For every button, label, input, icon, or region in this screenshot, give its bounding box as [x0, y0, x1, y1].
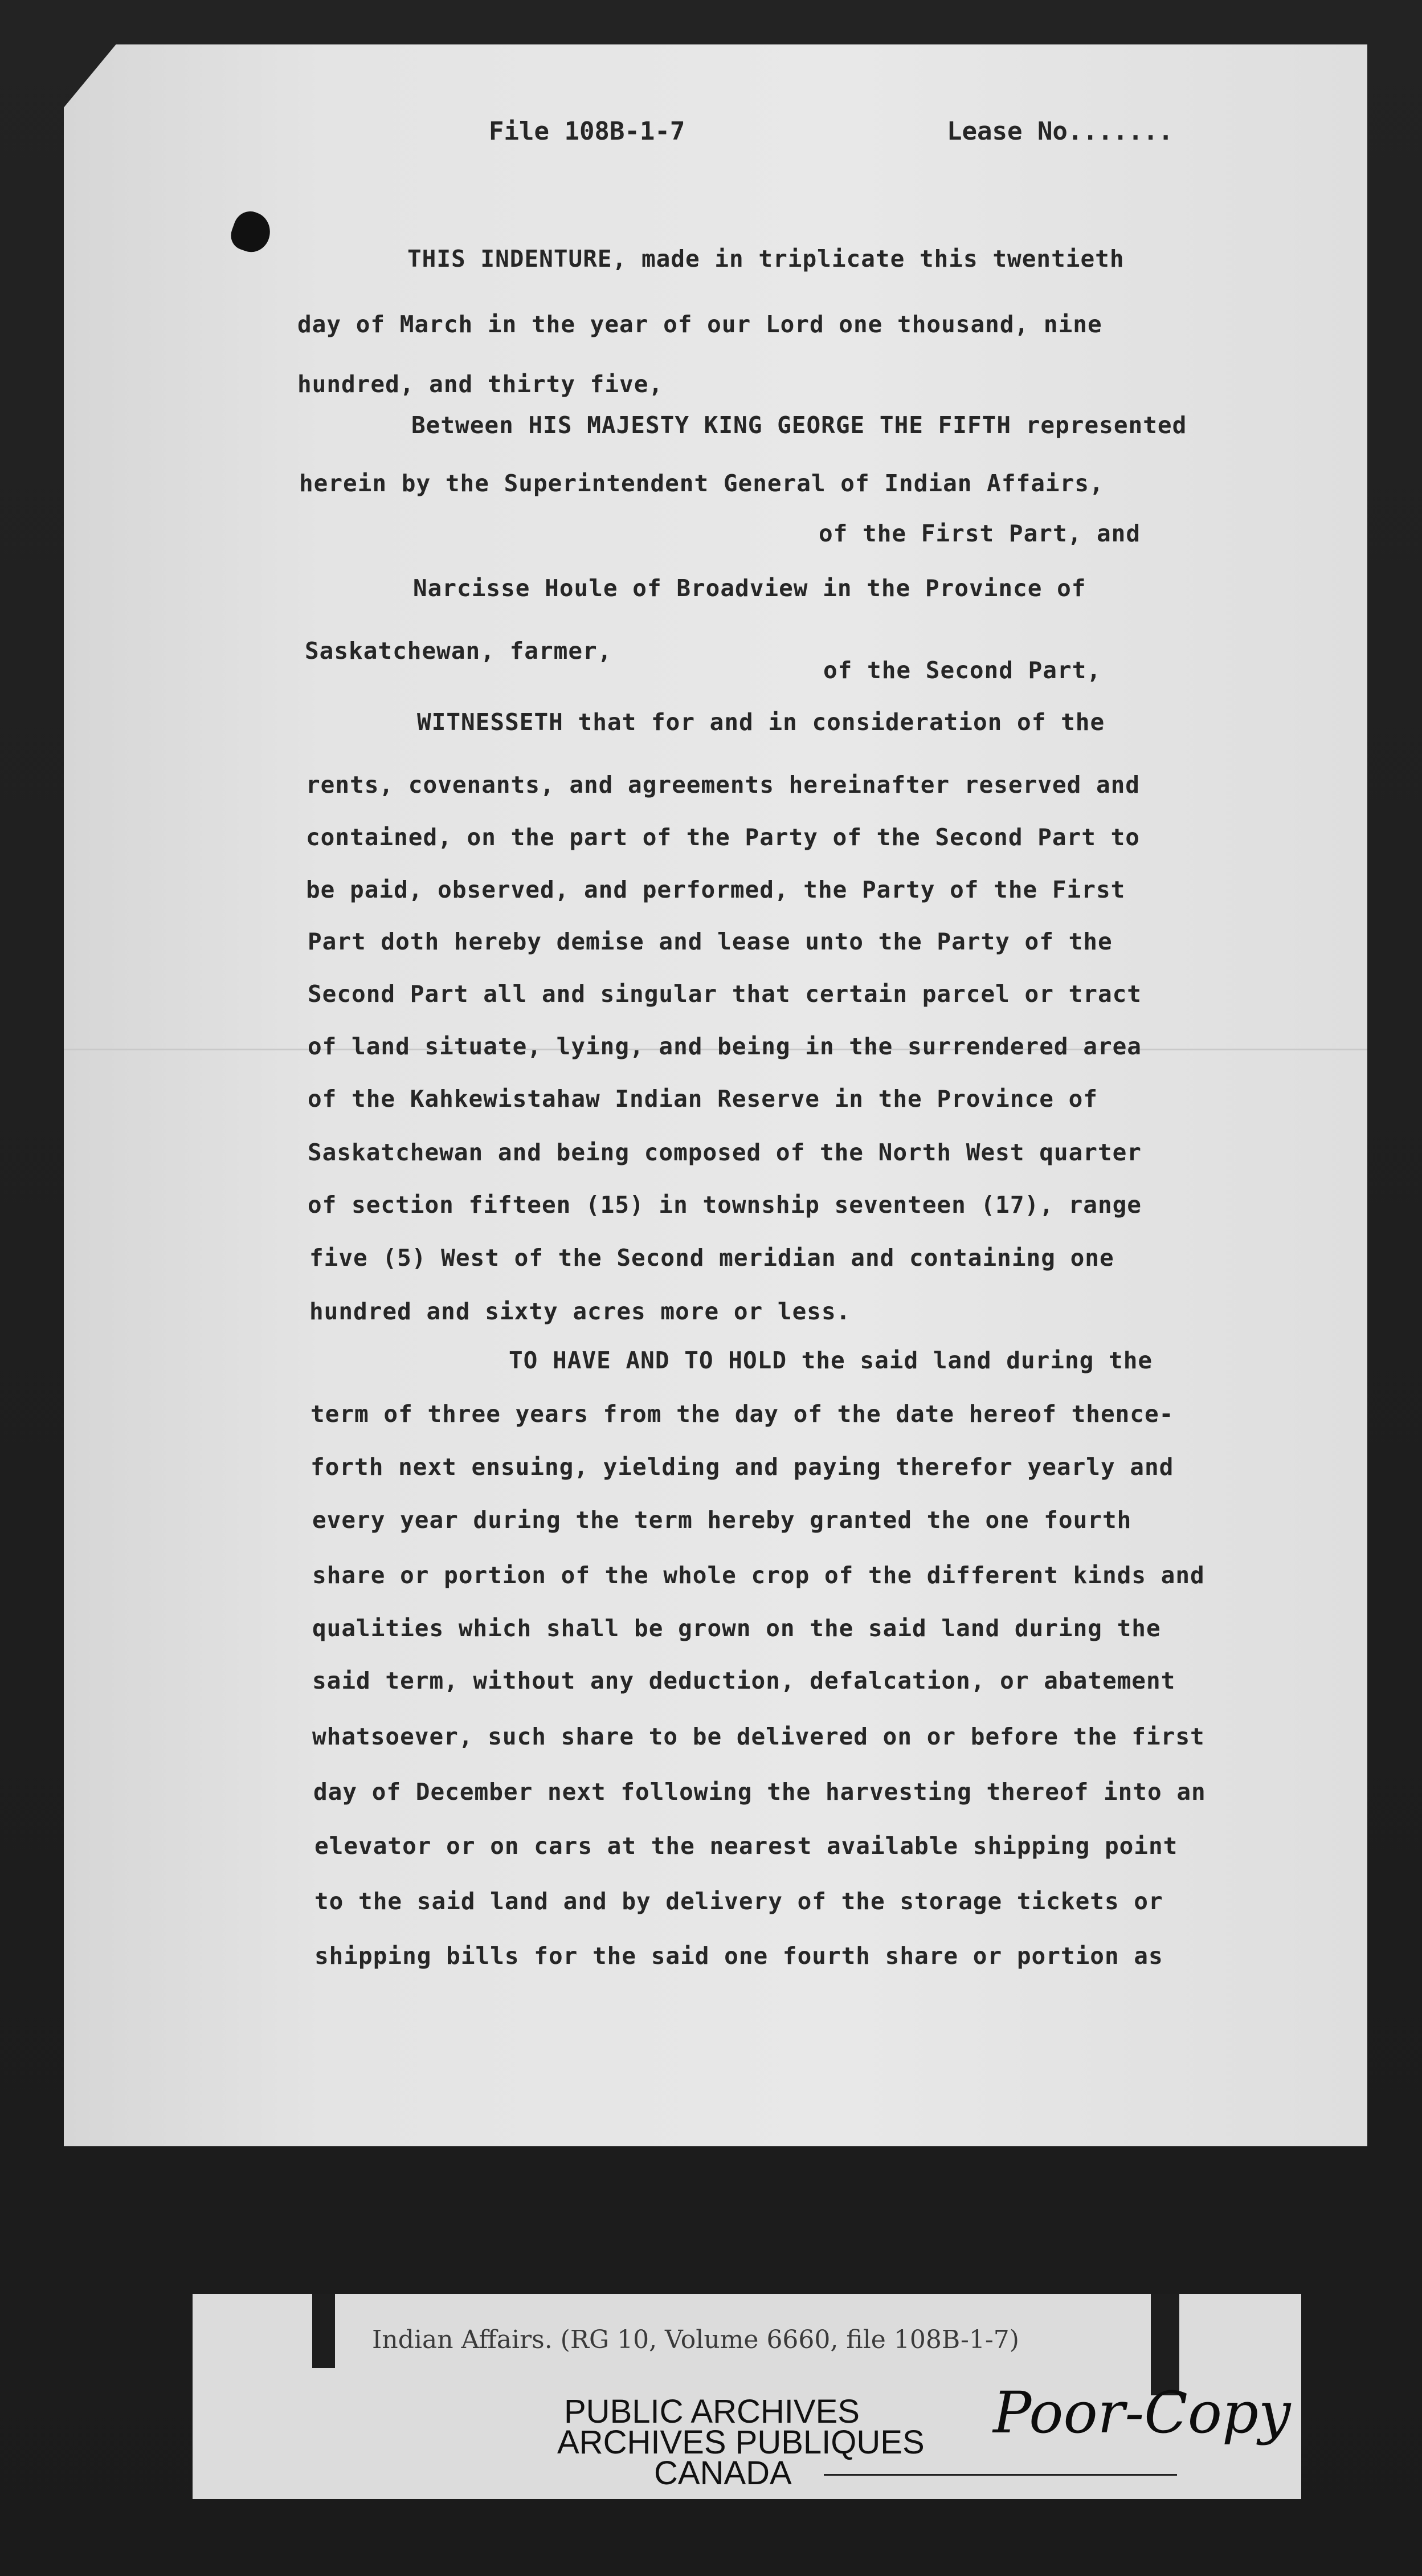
- body-line: of the First Part, and: [819, 520, 1141, 547]
- body-line: term of three years from the day of the date hereof thence-: [310, 1400, 1174, 1428]
- body-line: whatsoever, such share to be delivered on or before the first: [312, 1723, 1205, 1750]
- archive-stamp-line: PUBLIC ARCHIVES: [564, 2393, 860, 2430]
- body-line: five (5) West of the Second meridian and containing one: [309, 1244, 1114, 1271]
- body-line: rents, covenants, and agreements hereinafter reserved and: [306, 771, 1140, 798]
- body-line: elevator or on cars at the nearest available shipping point: [314, 1832, 1178, 1860]
- archive-stamp-line: ARCHIVES PUBLIQUES: [557, 2424, 925, 2461]
- body-line: Narcisse Houle of Broadview in the Province of: [413, 574, 1086, 602]
- body-line: said term, without any deduction, defalcation, or abatement: [312, 1667, 1176, 1694]
- body-line: TO HAVE AND TO HOLD the said land during the: [509, 1347, 1153, 1374]
- file-number: File 108B-1-7: [489, 117, 685, 146]
- body-line: of section fifteen (15) in township seventeen (17), range: [308, 1191, 1142, 1218]
- body-line: hundred, and thirty five,: [297, 370, 664, 398]
- body-line: day of March in the year of our Lord one thousand, nine: [297, 311, 1102, 338]
- body-line: Saskatchewan and being composed of the North West quarter: [308, 1139, 1142, 1166]
- body-line: to the said land and by delivery of the storage tickets or: [314, 1888, 1163, 1915]
- body-line: of the Kahkewistahaw Indian Reserve in the Province of: [308, 1085, 1098, 1112]
- body-line: shipping bills for the said one fourth share or portion as: [314, 1942, 1163, 1970]
- body-line: qualities which shall be grown on the said land during the: [312, 1615, 1161, 1642]
- body-line: be paid, observed, and performed, the Party of the First: [306, 876, 1126, 903]
- body-line: Second Part all and singular that certain parcel or tract: [308, 980, 1142, 1008]
- body-line: share or portion of the whole crop of the different kinds and: [312, 1562, 1205, 1589]
- body-line: herein by the Superintendent General of Indian Affairs,: [299, 470, 1104, 497]
- stamp-underline: [824, 2474, 1177, 2476]
- body-line: WITNESSETH that for and in consideration of the: [417, 708, 1105, 736]
- body-line: forth next ensuing, yielding and paying therefor yearly and: [310, 1453, 1174, 1481]
- body-line: of land situate, lying, and being in the surrendered area: [308, 1033, 1142, 1060]
- body-line: every year during the term hereby granted the one fourth: [312, 1506, 1132, 1534]
- body-line: THIS INDENTURE, made in triplicate this twentieth: [407, 245, 1125, 272]
- lease-number: Lease No.......: [947, 117, 1174, 146]
- body-line: Saskatchewan, farmer,: [305, 637, 612, 665]
- handwritten-note: Poor-Copy: [993, 2379, 1291, 2446]
- body-line: day of December next following the harvesting thereof into an: [313, 1778, 1206, 1805]
- archive-stamp-line: CANADA: [654, 2455, 792, 2492]
- body-line: Part doth hereby demise and lease unto the Party of the: [308, 928, 1113, 955]
- archive-citation: Indian Affairs. (RG 10, Volume 6660, file 108B-1-7): [372, 2325, 1019, 2354]
- body-line: Between HIS MAJESTY KING GEORGE THE FIFTH represented: [411, 411, 1187, 439]
- body-line: of the Second Part,: [823, 657, 1101, 684]
- archive-label-strip: [193, 2294, 1301, 2499]
- body-line: hundred and sixty acres more or less.: [309, 1298, 851, 1325]
- body-line: contained, on the part of the Party of the Second Part to: [306, 824, 1140, 851]
- strip-notch: [312, 2294, 335, 2368]
